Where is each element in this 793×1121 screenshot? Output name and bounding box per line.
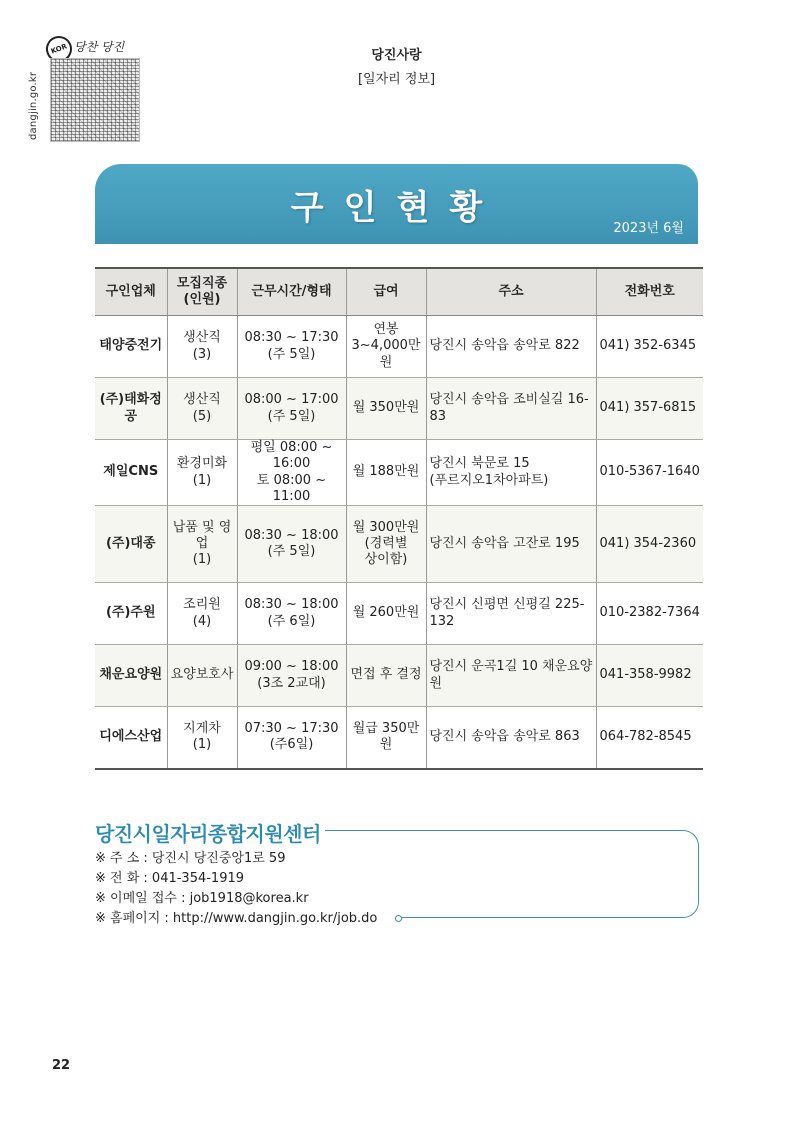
header-address: 주소 [426, 268, 596, 316]
header-phone: 전화번호 [596, 268, 703, 316]
table-row [95, 506, 703, 583]
cell-company: (주)대종 [95, 506, 167, 583]
table-row [95, 440, 703, 506]
table-row [95, 645, 703, 707]
center-address: ※ 주 소 : 당진시 당진중앙1로 59 [95, 851, 286, 866]
cell-company: 태양중전기 [95, 316, 167, 378]
cell-hours: 평일 08:00 ~ 16:00 토 08:00 ~ 11:00 [237, 440, 346, 506]
cell-address: 당진시 송악읍 고잔로 195 [426, 506, 596, 583]
cell-job: 생산직 (3) [167, 316, 237, 378]
banner-date: 2023년 6월 [613, 221, 684, 236]
cell-address: 당진시 송악읍 조비실길 16-83 [426, 378, 596, 440]
cell-address: 당진시 송악읍 송악로 863 [426, 707, 596, 769]
slogan: 당찬 당진 [74, 40, 125, 54]
cell-address: 당진시 운곡1길 10 채운요양원 [426, 645, 596, 707]
cell-company: 제일CNS [95, 440, 167, 506]
title-banner [95, 164, 698, 244]
cell-job: 납품 및 영업 (1) [167, 506, 237, 583]
header-pay: 급여 [346, 268, 426, 316]
center-email[interactable]: ※ 이메일 접수 : job1918@korea.kr [95, 891, 309, 906]
cell-job: 환경미화 (1) [167, 440, 237, 506]
table-row [95, 316, 703, 378]
cell-phone: 041-358-9982 [596, 645, 703, 707]
cell-phone: 041) 354-2360 [596, 506, 703, 583]
cell-pay: 면접 후 결정 [346, 645, 426, 707]
table-header-row [95, 268, 703, 316]
cell-company: (주)태화정공 [95, 378, 167, 440]
cell-address: 당진시 송악읍 송악로 822 [426, 316, 596, 378]
section-subtitle: [일자리 정보] [357, 72, 436, 87]
kor-badge: KOR [42, 32, 75, 65]
table-row [95, 378, 703, 440]
cell-phone: 010-2382-7364 [596, 583, 703, 645]
center-phone: ※ 전 화 : 041-354-1919 [95, 871, 245, 886]
cell-address: 당진시 북문로 15 (푸르지오1차아파트) [426, 440, 596, 506]
job-center-info [95, 813, 705, 926]
bracket-dot-icon [395, 915, 402, 922]
cell-hours: 08:30 ~ 18:00 (주 5일) [237, 506, 346, 583]
header-job: 모집직종 (인원) [167, 268, 237, 316]
cell-pay: 월급 350만원 [346, 707, 426, 769]
cell-phone: 010-5367-1640 [596, 440, 703, 506]
cell-pay: 월 188만원 [346, 440, 426, 506]
cell-pay: 월 300만원 (경력별 상이함) [346, 506, 426, 583]
cell-phone: 041) 352-6345 [596, 316, 703, 378]
cell-company: 디에스산업 [95, 707, 167, 769]
banner-title: 구인현황 [290, 188, 503, 228]
cell-pay: 월 260만원 [346, 583, 426, 645]
cell-hours: 08:30 ~ 17:30 (주 5일) [237, 316, 346, 378]
cell-hours: 08:00 ~ 17:00 (주 5일) [237, 378, 346, 440]
cell-company: (주)주원 [95, 583, 167, 645]
page-number: 22 [52, 1058, 71, 1073]
cell-hours: 09:00 ~ 18:00 (3조 2교대) [237, 645, 346, 707]
job-table [95, 267, 703, 770]
table-row [95, 583, 703, 645]
center-contact-list [95, 849, 377, 929]
header-company: 구인업체 [95, 268, 167, 316]
center-homepage[interactable]: ※ 홈페이지 : http://www.dangjin.go.kr/job.do [95, 911, 378, 926]
cell-company: 채운요양원 [95, 645, 167, 707]
center-title: 당진시일자리종합지원센터 [95, 818, 325, 847]
cell-job: 지게차 (1) [167, 707, 237, 769]
cell-pay: 월 350만원 [346, 378, 426, 440]
cell-pay: 연봉 3~4,000만원 [346, 316, 426, 378]
cell-hours: 08:30 ~ 18:00 (주 6일) [237, 583, 346, 645]
cell-job: 요양보호사 [167, 645, 237, 707]
cell-job: 생산직 (5) [167, 378, 237, 440]
cell-job: 조리원 (4) [167, 583, 237, 645]
header-hours: 근무시간/형태 [237, 268, 346, 316]
cell-phone: 064-782-8545 [596, 707, 703, 769]
table-row [95, 707, 703, 769]
site-url: dangjin.go.kr [28, 71, 39, 140]
cell-phone: 041) 357-6815 [596, 378, 703, 440]
cell-hours: 07:30 ~ 17:30 (주6일) [237, 707, 346, 769]
cell-address: 당진시 신평면 신평길 225-132 [426, 583, 596, 645]
page-title: 당진사랑 [371, 48, 422, 63]
